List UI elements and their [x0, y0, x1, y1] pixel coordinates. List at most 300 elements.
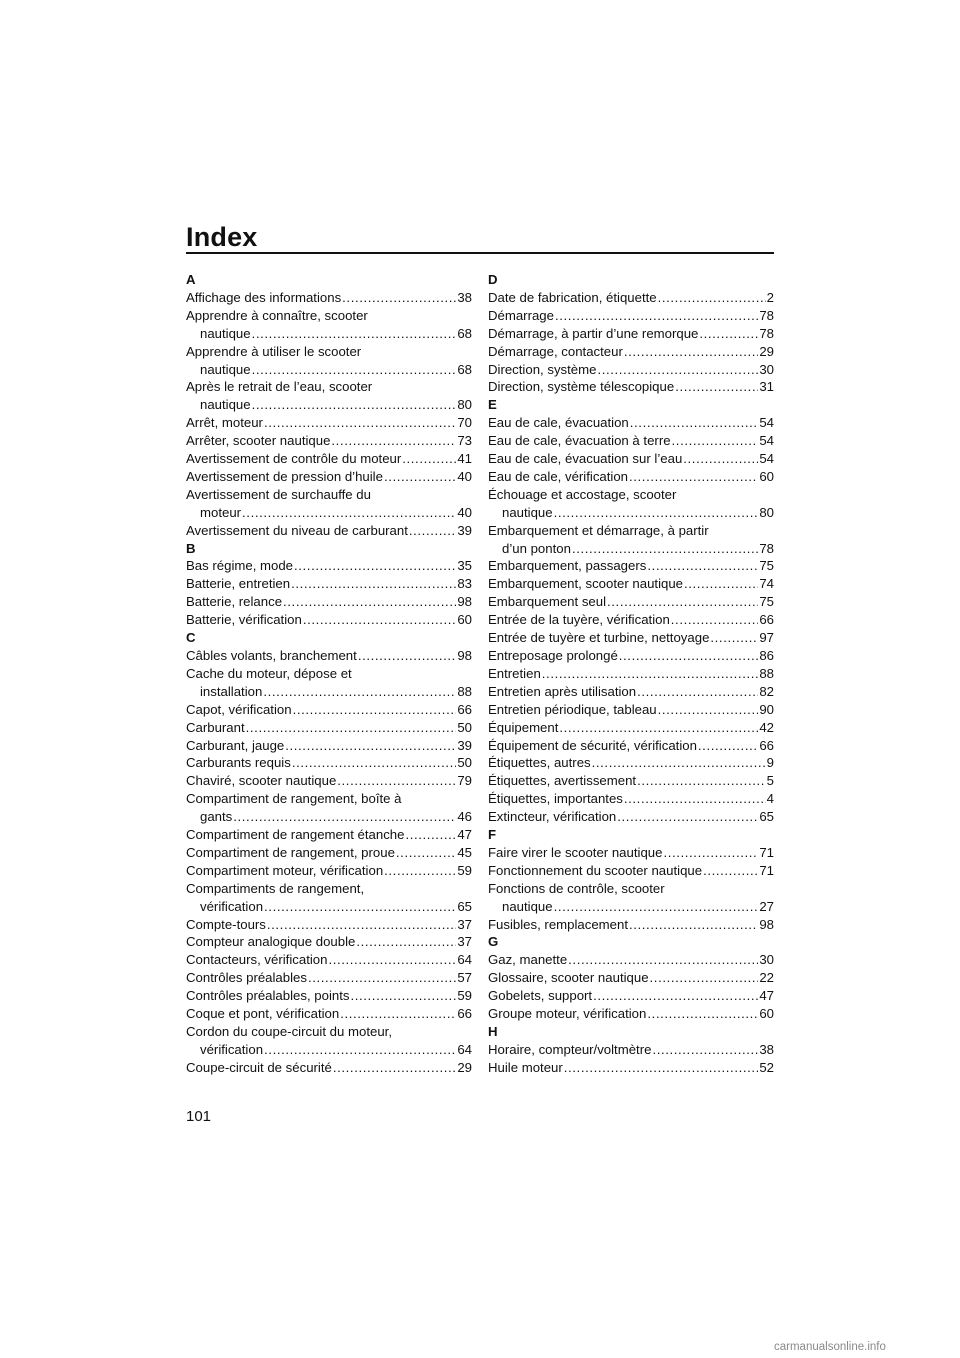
index-entry-page: 4 [766, 791, 774, 807]
index-entry-page: 88 [457, 683, 472, 699]
index-entry [488, 647, 774, 665]
index-entry-text: Compte-tours [186, 916, 266, 932]
index-entry-page: 29 [457, 1059, 472, 1075]
dot-leader [683, 450, 758, 468]
index-entry-text: Démarrage, contacteur [488, 343, 623, 359]
index-entry-page: 31 [759, 379, 774, 395]
index-column-right [488, 271, 774, 1077]
dot-leader [264, 898, 456, 916]
index-entry-text: Direction, système [488, 361, 597, 377]
index-entry [488, 343, 774, 361]
index-entry-page: 59 [457, 862, 472, 878]
index-entry [488, 880, 774, 916]
index-entry-text: Groupe moteur, vérification [488, 1006, 647, 1022]
index-entry-text: Fusibles, remplacement [488, 916, 628, 932]
index-entry [186, 611, 472, 629]
index-entry-page: 38 [759, 1041, 774, 1057]
page-number: 101 [186, 1108, 212, 1125]
index-letter: F [488, 827, 497, 843]
index-entry-text: Compartiment moteur, vérification [186, 862, 384, 878]
index-entry-text: Fonctionnement du scooter nautique [488, 862, 703, 878]
index-entry-text: Eau de cale, évacuation sur l’eau [488, 451, 683, 467]
index-entry-text: Eau de cale, évacuation [488, 415, 629, 431]
dot-leader [672, 432, 759, 450]
index-entry-page: 90 [759, 701, 774, 717]
index-entry-text: Entrée de la tuyère, vérification [488, 612, 670, 628]
index-entry-text: Gaz, manette [488, 952, 568, 968]
index-letter: H [488, 1024, 498, 1039]
index-entry-text: Gobelets, support [488, 988, 593, 1004]
dot-leader [333, 1059, 456, 1077]
index-entry-page: 86 [759, 648, 774, 663]
watermark: carmanualsonline.info [774, 1341, 886, 1353]
index-entry [186, 665, 472, 701]
index-entry [488, 361, 774, 379]
index-entry-text: Étiquettes, avertissement [488, 773, 637, 789]
index-entry [488, 468, 774, 486]
index-entry-text: Apprendre à connaître, scooter [186, 307, 368, 323]
dot-leader [283, 593, 456, 611]
index-entry [186, 969, 472, 987]
index-entry-text: Direction, système télescopique [488, 379, 675, 395]
dot-leader [637, 772, 766, 790]
index-entry-page: 47 [457, 827, 472, 843]
index-entry-text: Arrêt, moteur [186, 415, 263, 431]
index-letter: D [488, 272, 498, 287]
index-entry-page: 30 [759, 361, 774, 377]
index-entry [488, 665, 774, 683]
index-letter: E [488, 397, 497, 413]
index-entry-text: Apprendre à utiliser le scooter [186, 343, 362, 359]
dot-leader [554, 898, 759, 916]
index-entry-text: Contrôles préalables, points [186, 988, 350, 1004]
index-entry-text: moteur [200, 504, 242, 520]
index-entry-page: 78 [759, 540, 774, 556]
index-entry-text: nautique [200, 325, 251, 341]
dot-leader [356, 933, 456, 951]
index-entry [186, 1005, 472, 1023]
dot-leader [629, 468, 758, 486]
index-entry-text: Coupe-circuit de sécurité [186, 1059, 332, 1075]
dot-leader [358, 647, 457, 665]
index-entry [488, 1059, 774, 1077]
index-entry-page: 71 [759, 844, 774, 860]
dot-leader [331, 432, 456, 450]
index-entry [186, 862, 472, 880]
dot-leader [703, 862, 758, 880]
index-entry-page: 60 [759, 1006, 774, 1022]
index-entry-text: vérification [200, 1041, 264, 1057]
index-entry-page: 68 [457, 361, 472, 377]
index-entry-text: Équipement [488, 719, 559, 735]
index-entry [186, 486, 472, 522]
index-entry-page: 27 [759, 898, 774, 914]
index-entry [488, 593, 774, 611]
index-entry-page: 66 [759, 612, 774, 628]
index-entry [488, 414, 774, 432]
index-entry-text: Embarquement, scooter nautique [488, 576, 683, 592]
dot-leader [710, 629, 758, 647]
dot-leader [698, 737, 758, 755]
dot-leader [340, 1005, 456, 1023]
index-letter: B [186, 540, 196, 556]
index-entry [488, 772, 774, 790]
index-entry [186, 844, 472, 862]
index-entry-page: 46 [457, 809, 472, 825]
index-entry-page: 65 [759, 809, 774, 825]
index-entry-page: 54 [759, 415, 774, 431]
index-entry-page: 68 [457, 325, 472, 341]
index-entry-text: Étiquettes, importantes [488, 791, 623, 807]
index-entry [488, 557, 774, 575]
index-entry-page: 35 [457, 558, 472, 574]
dot-leader [663, 844, 758, 862]
index-entry [488, 969, 774, 987]
index-entry-page: 64 [457, 952, 472, 968]
dot-leader [624, 790, 766, 808]
index-entry-page: 82 [759, 683, 774, 699]
index-entry-text: Démarrage [488, 307, 554, 323]
dot-leader [252, 361, 457, 379]
index-entry-page: 75 [759, 558, 774, 574]
index-entry-page: 57 [457, 970, 472, 986]
index-entry-text: Étiquettes, autres [488, 755, 591, 771]
dot-leader [624, 343, 758, 361]
index-letter: C [186, 630, 196, 646]
index-entry [186, 378, 472, 414]
index-entry-text: Chaviré, scooter nautique [186, 773, 337, 789]
dot-leader [699, 325, 758, 343]
index-entry-text: Avertissement de pression d’huile [186, 468, 383, 484]
index-entry-text: Horaire, compteur/voltmètre [488, 1041, 652, 1057]
index-entry [186, 575, 472, 593]
index-entry-text: nautique [502, 898, 553, 914]
index-entry-text: Contrôles préalables [186, 970, 307, 986]
index-entry [186, 772, 472, 790]
dot-leader [658, 701, 759, 719]
index-entry [186, 593, 472, 611]
index-entry-page: 74 [759, 576, 774, 592]
index-entry-page: 98 [457, 647, 472, 663]
index-entry-text: Carburants requis [186, 755, 291, 771]
index-entry-page: 50 [457, 719, 472, 735]
index-entry-text: Embarquement et démarrage, à partir [488, 522, 709, 538]
dot-leader [593, 987, 758, 1005]
index-entry [186, 916, 472, 934]
index-entry-page: 40 [457, 504, 472, 520]
index-entry-text: Compartiment de rangement, proue [186, 844, 395, 860]
index-entry [186, 737, 472, 755]
index-entry-text: Entretien périodique, tableau [488, 701, 657, 717]
index-entry [186, 880, 472, 916]
index-entry [186, 790, 472, 826]
index-entry-text: Entreposage prolongé [488, 648, 618, 663]
index-entry-page: 47 [759, 988, 774, 1004]
index-entry [488, 808, 774, 826]
dot-leader [675, 378, 758, 396]
dot-leader [564, 1059, 759, 1077]
dot-leader [542, 665, 759, 683]
index-entry-text: nautique [200, 361, 251, 377]
index-entry [488, 378, 774, 396]
dot-leader [264, 414, 456, 432]
index-entry [488, 951, 774, 969]
dot-leader [402, 450, 456, 468]
index-entry-page: 39 [457, 737, 472, 753]
index-entry [488, 987, 774, 1005]
index-letter: G [488, 934, 499, 950]
index-entry [488, 790, 774, 808]
index-entry [186, 414, 472, 432]
dot-leader [337, 772, 456, 790]
dot-leader [291, 575, 456, 593]
index-entry-page: 9 [766, 755, 774, 771]
dot-leader [629, 916, 758, 934]
index-entry [488, 1005, 774, 1023]
dot-leader [671, 611, 759, 629]
index-entry-text: Compartiment de rangement étanche [186, 827, 405, 843]
index-entry [186, 826, 472, 844]
index-entry-page: 83 [457, 576, 472, 592]
dot-leader [630, 414, 759, 432]
dot-leader [384, 862, 456, 880]
index-entry-page: 54 [759, 433, 774, 449]
index-entry-text: Faire virer le scooter nautique [488, 844, 663, 860]
dot-leader [555, 307, 758, 325]
index-entry [186, 1023, 472, 1059]
index-entry [488, 754, 774, 772]
index-entry-page: 29 [759, 343, 774, 359]
dot-leader [264, 1041, 456, 1059]
index-entry-text: Contacteurs, vérification [186, 952, 328, 968]
dot-leader [350, 987, 456, 1005]
dot-leader [684, 575, 758, 593]
index-entry-text: Eau de cale, vérification [488, 468, 629, 484]
title-rule [186, 252, 774, 254]
dot-leader [592, 754, 766, 772]
index-entry-page: 42 [759, 719, 774, 735]
index-entry-page: 66 [457, 1006, 472, 1022]
index-entry-text: Eau de cale, évacuation à terre [488, 433, 671, 449]
index-entry-page: 71 [759, 862, 774, 878]
index-entry-page: 5 [766, 773, 774, 789]
index-entry-page: 60 [457, 612, 472, 628]
index-entry-text: Batterie, vérification [186, 612, 302, 628]
index-entry-text: Entretien [488, 665, 541, 681]
index-entry [488, 432, 774, 450]
index-entry-page: 80 [759, 504, 774, 520]
index-entry-text: Huile moteur [488, 1059, 563, 1075]
dot-leader [619, 647, 759, 665]
index-entry-page: 59 [457, 988, 472, 1004]
index-entry-page: 38 [457, 289, 472, 305]
index-entry [488, 844, 774, 862]
index-entry [186, 522, 472, 540]
dot-leader [658, 289, 766, 307]
index-entry-text: Avertissement de surchauffe du [186, 486, 371, 502]
index-entry-text: Bas régime, mode [186, 558, 294, 574]
index-entry [488, 325, 774, 343]
index-entry-text: Coque et pont, vérification [186, 1006, 340, 1022]
page-title: Index [186, 222, 258, 252]
index-entry [488, 862, 774, 880]
index-entry [488, 307, 774, 325]
index-entry-page: 22 [759, 970, 774, 986]
index-entry-text: Date de fabrication, étiquette [488, 289, 657, 305]
index-entry-page: 88 [759, 665, 774, 681]
index-entry-text: Câbles volants, branchement [186, 647, 357, 663]
dot-leader [242, 504, 456, 522]
index-entry [488, 916, 774, 934]
dot-leader [617, 808, 758, 826]
dot-leader [246, 719, 457, 737]
dot-leader [285, 737, 456, 755]
dot-leader [597, 361, 758, 379]
index-entry-text: Embarquement, passagers [488, 558, 647, 574]
dot-leader [294, 557, 456, 575]
index-entry-page: 78 [759, 325, 774, 341]
dot-leader [263, 683, 456, 701]
dot-leader [647, 1005, 758, 1023]
index-letter: A [186, 272, 196, 287]
index-entry [488, 611, 774, 629]
index-entry-page: 52 [759, 1059, 774, 1075]
index-entry-page: 64 [457, 1041, 472, 1057]
index-entry [488, 522, 774, 558]
dot-leader [384, 468, 456, 486]
index-entry-text: nautique [200, 397, 251, 413]
index-entry [488, 575, 774, 593]
dot-leader [405, 826, 456, 844]
index-entry [186, 450, 472, 468]
index-entry-page: 73 [457, 433, 472, 449]
dot-leader [652, 1041, 758, 1059]
index-entry-page: 98 [457, 594, 472, 610]
index-entry-page: 60 [759, 468, 774, 484]
index-entry-page: 98 [759, 916, 774, 932]
index-entry-text: Échouage et accostage, scooter [488, 486, 677, 502]
index-entry-text: Entretien après utilisation [488, 683, 637, 699]
index-entry [186, 719, 472, 737]
dot-leader [650, 969, 759, 987]
index-entry-text: installation [200, 683, 263, 699]
dot-leader [303, 611, 457, 629]
index-entry-text: Arrêter, scooter nautique [186, 433, 331, 449]
index-entry [186, 432, 472, 450]
index-entry-page: 54 [759, 451, 774, 467]
index-entry [488, 701, 774, 719]
index-entry-text: Batterie, entretien [186, 576, 291, 592]
dot-leader [292, 754, 457, 772]
index-entry-page: 70 [457, 415, 472, 431]
index-entry [488, 683, 774, 701]
index-entry-text: Batterie, relance [186, 594, 283, 610]
dot-leader [233, 808, 456, 826]
index-entry-page: 75 [759, 594, 774, 610]
index-entry-page: 66 [457, 701, 472, 717]
index-entry [186, 754, 472, 772]
index-entry-page: 50 [457, 755, 472, 771]
index-entry-page: 97 [759, 630, 774, 646]
index-entry-text: Extincteur, vérification [488, 809, 617, 825]
index-entry-text: Avertissement du niveau de carburant [186, 522, 408, 538]
index-entry [186, 701, 472, 719]
dot-leader [396, 844, 456, 862]
index-entry-page: 30 [759, 952, 774, 968]
index-entry [186, 951, 472, 969]
dot-leader [554, 504, 759, 522]
index-entry-page: 37 [457, 916, 472, 932]
index-entry-text: Fonctions de contrôle, scooter [488, 880, 665, 896]
index-entry-text: Carburant [186, 719, 245, 735]
index-entry-text: Après le retrait de l’eau, scooter [186, 379, 373, 395]
index-entry-page: 80 [457, 397, 472, 413]
index-entry [488, 629, 774, 647]
index-entry-text: Compteur analogique double [186, 934, 356, 950]
index-entry-text: Équipement de sécurité, vérification [488, 737, 697, 753]
dot-leader [568, 951, 758, 969]
index-entry [186, 468, 472, 486]
index-entry-page: 78 [759, 307, 774, 323]
index-entry-page: 39 [457, 522, 472, 538]
index-entry-text: Affichage des informations [186, 289, 342, 305]
index-entry [488, 289, 774, 307]
dot-leader [252, 396, 457, 414]
index-entry [186, 557, 472, 575]
index-entry [186, 933, 472, 951]
dot-leader [647, 557, 758, 575]
dot-leader [637, 683, 758, 701]
dot-leader [308, 969, 456, 987]
index-entry [488, 486, 774, 522]
index-entry-page: 41 [457, 451, 472, 467]
index-entry [488, 737, 774, 755]
index-column-left [186, 271, 472, 1077]
index-entry-text: Avertissement de contrôle du moteur [186, 451, 402, 467]
dot-leader [342, 289, 456, 307]
index-entry-text: Compartiment de rangement, boîte à [186, 791, 402, 807]
index-entry [186, 343, 472, 379]
index-entry [488, 450, 774, 468]
index-entry-text: Entrée de tuyère et turbine, nettoyage [488, 630, 710, 646]
dot-leader [293, 701, 457, 719]
index-entry-text: Embarquement seul [488, 594, 607, 610]
index-entry-page: 66 [759, 737, 774, 753]
index-entry-text: vérification [200, 898, 264, 914]
index-entry-text: Capot, vérification [186, 701, 292, 717]
dot-leader [559, 719, 758, 737]
index-entry-text: Démarrage, à partir d’une remorque [488, 325, 699, 341]
index-entry-page: 79 [457, 773, 472, 789]
index-entry-text: nautique [502, 504, 553, 520]
index-entry-page: 2 [766, 289, 774, 305]
index-entry-text: Cache du moteur, dépose et [186, 665, 352, 681]
dot-leader [252, 325, 457, 343]
index-entry-text: d’un ponton [502, 540, 571, 556]
index-entry-text: Carburant, jauge [186, 737, 285, 753]
index-entry [186, 1059, 472, 1077]
dot-leader [572, 540, 758, 558]
index-entry-page: 65 [457, 898, 472, 914]
dot-leader [409, 522, 456, 540]
index-entry [186, 289, 472, 307]
index-entry-text: gants [200, 809, 233, 825]
index-entry [186, 647, 472, 665]
index-entry [488, 719, 774, 737]
index-entry-text: Cordon du coupe-circuit du moteur, [186, 1024, 392, 1040]
dot-leader [328, 951, 456, 969]
index-entry [488, 1041, 774, 1059]
